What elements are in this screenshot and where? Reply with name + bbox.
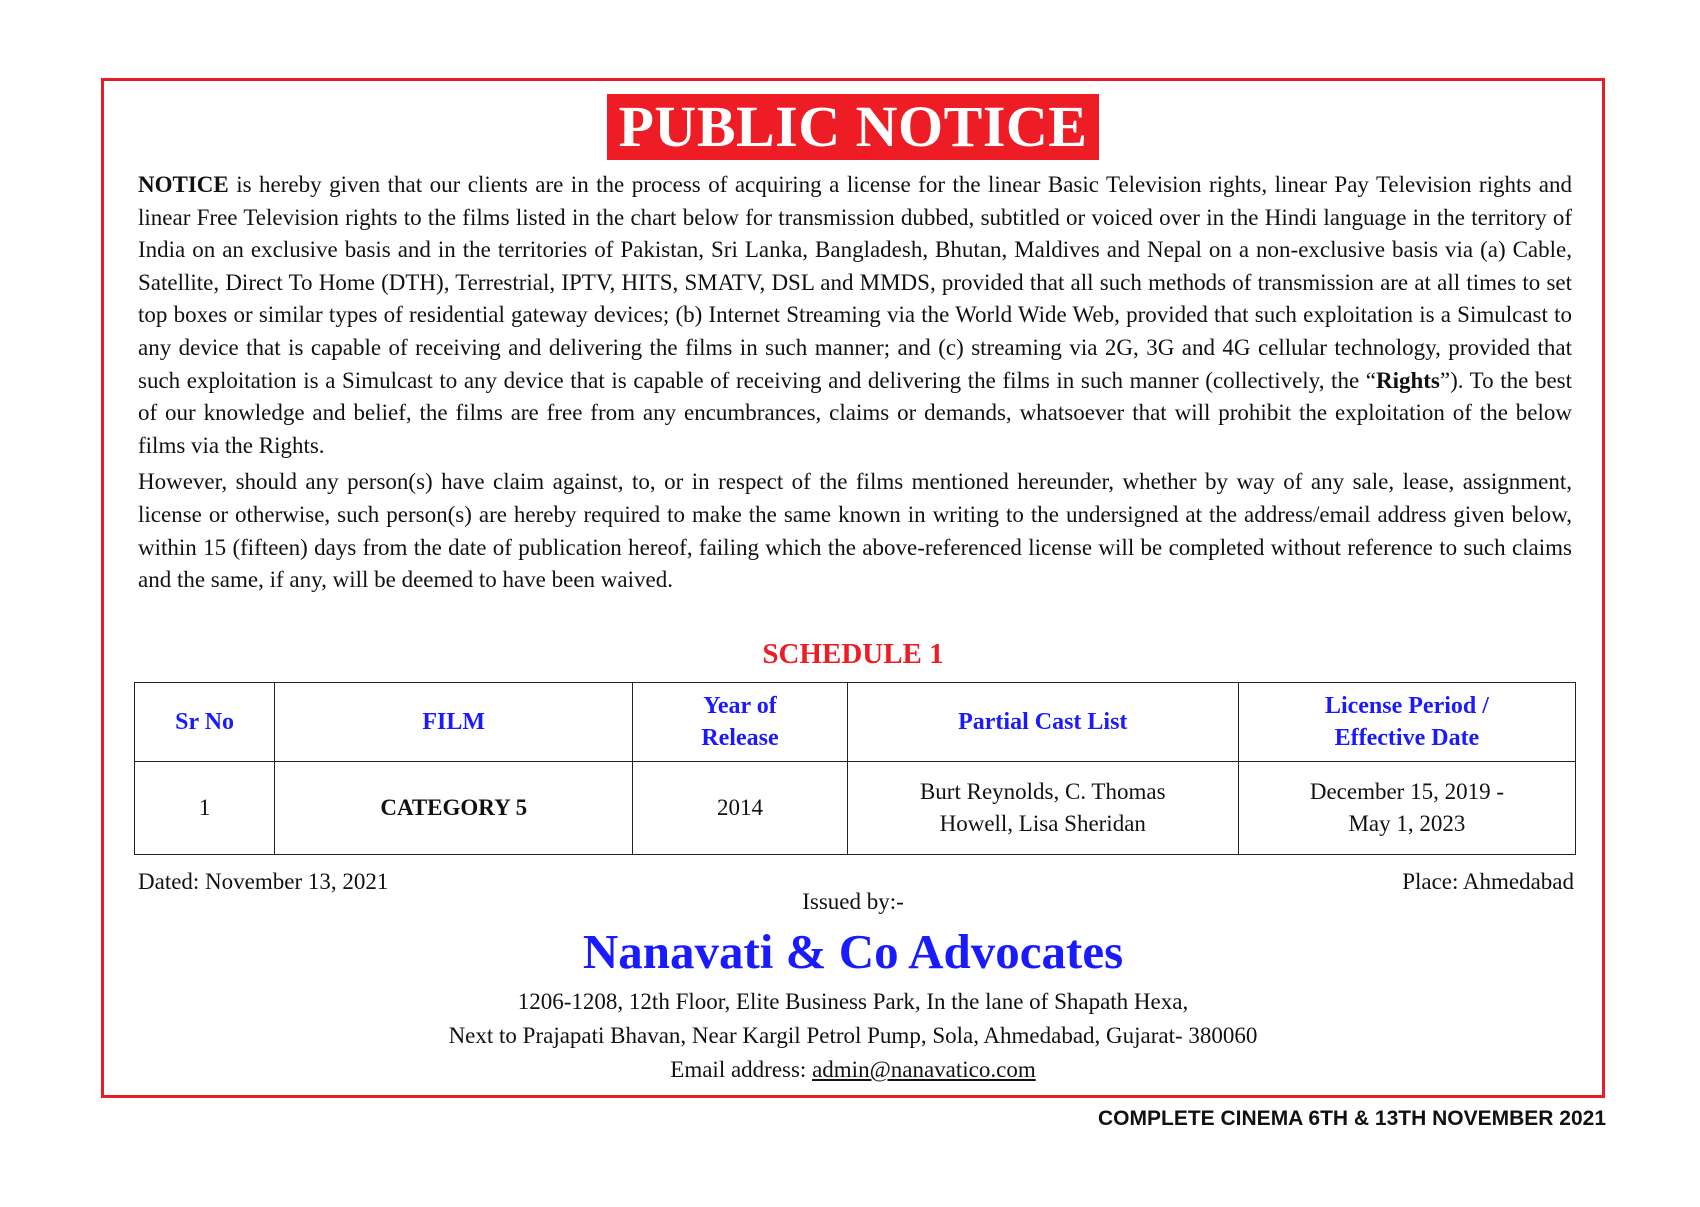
cell-cast-line-2: Howell, Lisa Sheridan [939,811,1146,836]
title-wrap [104,94,1602,160]
header-sr-no: Sr No [135,683,275,762]
notice-title: PUBLIC NOTICE [607,94,1100,160]
header-year [633,683,847,762]
address-line-2: Next to Prajapati Bhavan, Near Kargil Petrol Pump, Sola, Ahmedabad, Gujarat- 380060 [448,1023,1258,1048]
cell-cast [847,762,1238,855]
header-license [1238,683,1575,762]
address-block [104,985,1602,1087]
email-link[interactable]: admin@nanavatico.com [812,1057,1036,1082]
dated-text: Dated: November 13, 2021 [138,869,389,894]
publication-footer: COMPLETE CINEMA 6TH & 13TH NOVEMBER 2021 [1098,1107,1606,1130]
cell-license [1238,762,1575,855]
header-cast: Partial Cast List [847,683,1238,762]
header-license-line-1: License Period / [1324,693,1489,719]
header-year-line-1: Year of [703,693,777,719]
header-license-line-2: Effective Date [1334,725,1480,751]
email-label: Email address: [670,1057,813,1082]
cell-year: 2014 [633,762,847,855]
place-text: Place: Ahmedabad [1402,869,1574,894]
table-row [135,762,1576,855]
cell-license-line-2: May 1, 2023 [1348,811,1466,836]
email-line [104,1053,1602,1087]
notice-lead: NOTICE [138,172,229,197]
paragraph-1-part-2: ”). To the best of our knowledge and belief, the films are free from any encumbrances, claims or demands, whatsoever that will prohibit the exploitation of the below films via the Rights. [138,367,1572,458]
schedule-table [134,682,1576,855]
header-film: FILM [275,683,633,762]
firm-name: Nanavati & Co Advocates [582,924,1124,979]
cell-cast-line-1: Burt Reynolds, C. Thomas [919,779,1166,804]
paragraph-2: However, should any person(s) have claim against, to, or in respect of the films mentioned hereunder, whether by way of any sale, lease, assignment, license or otherwise, such person(s) are hereby required to make the same known in writing to the undersigned at the address/email address given below, within 15 (fifteen) days from the date of publication hereof, failing which the above-referenced license will be completed without reference to such claims and the same, if any, will be deemed to have been waived. [138,469,1572,593]
rights-term: Rights [1375,367,1440,393]
issued-by: Issued by:- [802,889,904,914]
notice-body [138,169,1572,601]
cell-sr-no: 1 [135,762,275,855]
schedule-title: SCHEDULE 1 [762,638,944,670]
paragraph-1-part-1: is hereby given that our clients are in the process of acquiring a license for the linear Basic Television rights, linear Pay Television rights and linear Free Television rights to the films listed in the chart below for transmission dubbed, subtitled or voiced over in the Hindi language in the territory of India on an exclusive basis and in the territories of Pakistan, Sri Lanka, Bangladesh, Bhutan, Maldives and Nepal on a non-exclusive basis via (a) Cable, Satellite, Direct To Home (DTH), Terrestrial, IPTV, HITS, SMATV, DSL and MMDS, provided that all such methods of transmission are at all times to set top boxes or similar types of residential gateway devices; (b) Internet Streaming via the World Wide Web, provided that such exploitation is a Simulcast to any device that is capable of receiving and delivering the films in such manner; and (c) streaming via 2G, 3G and 4G cellular technology, provided that such exploitation is a Simulcast to any device that is capable of receiving and delivering the films in such manner (collectively, the “ [138,172,1572,393]
table-header-row [135,683,1576,762]
cell-film: CATEGORY 5 [275,762,633,855]
paragraph-1 [138,169,1572,462]
address-line-1: 1206-1208, 12th Floor, Elite Business Park, In the lane of Shapath Hexa, [517,989,1189,1014]
notice-frame [101,78,1605,1098]
cell-license-line-1: December 15, 2019 - [1309,779,1504,804]
header-year-line-2: Release [701,725,779,751]
